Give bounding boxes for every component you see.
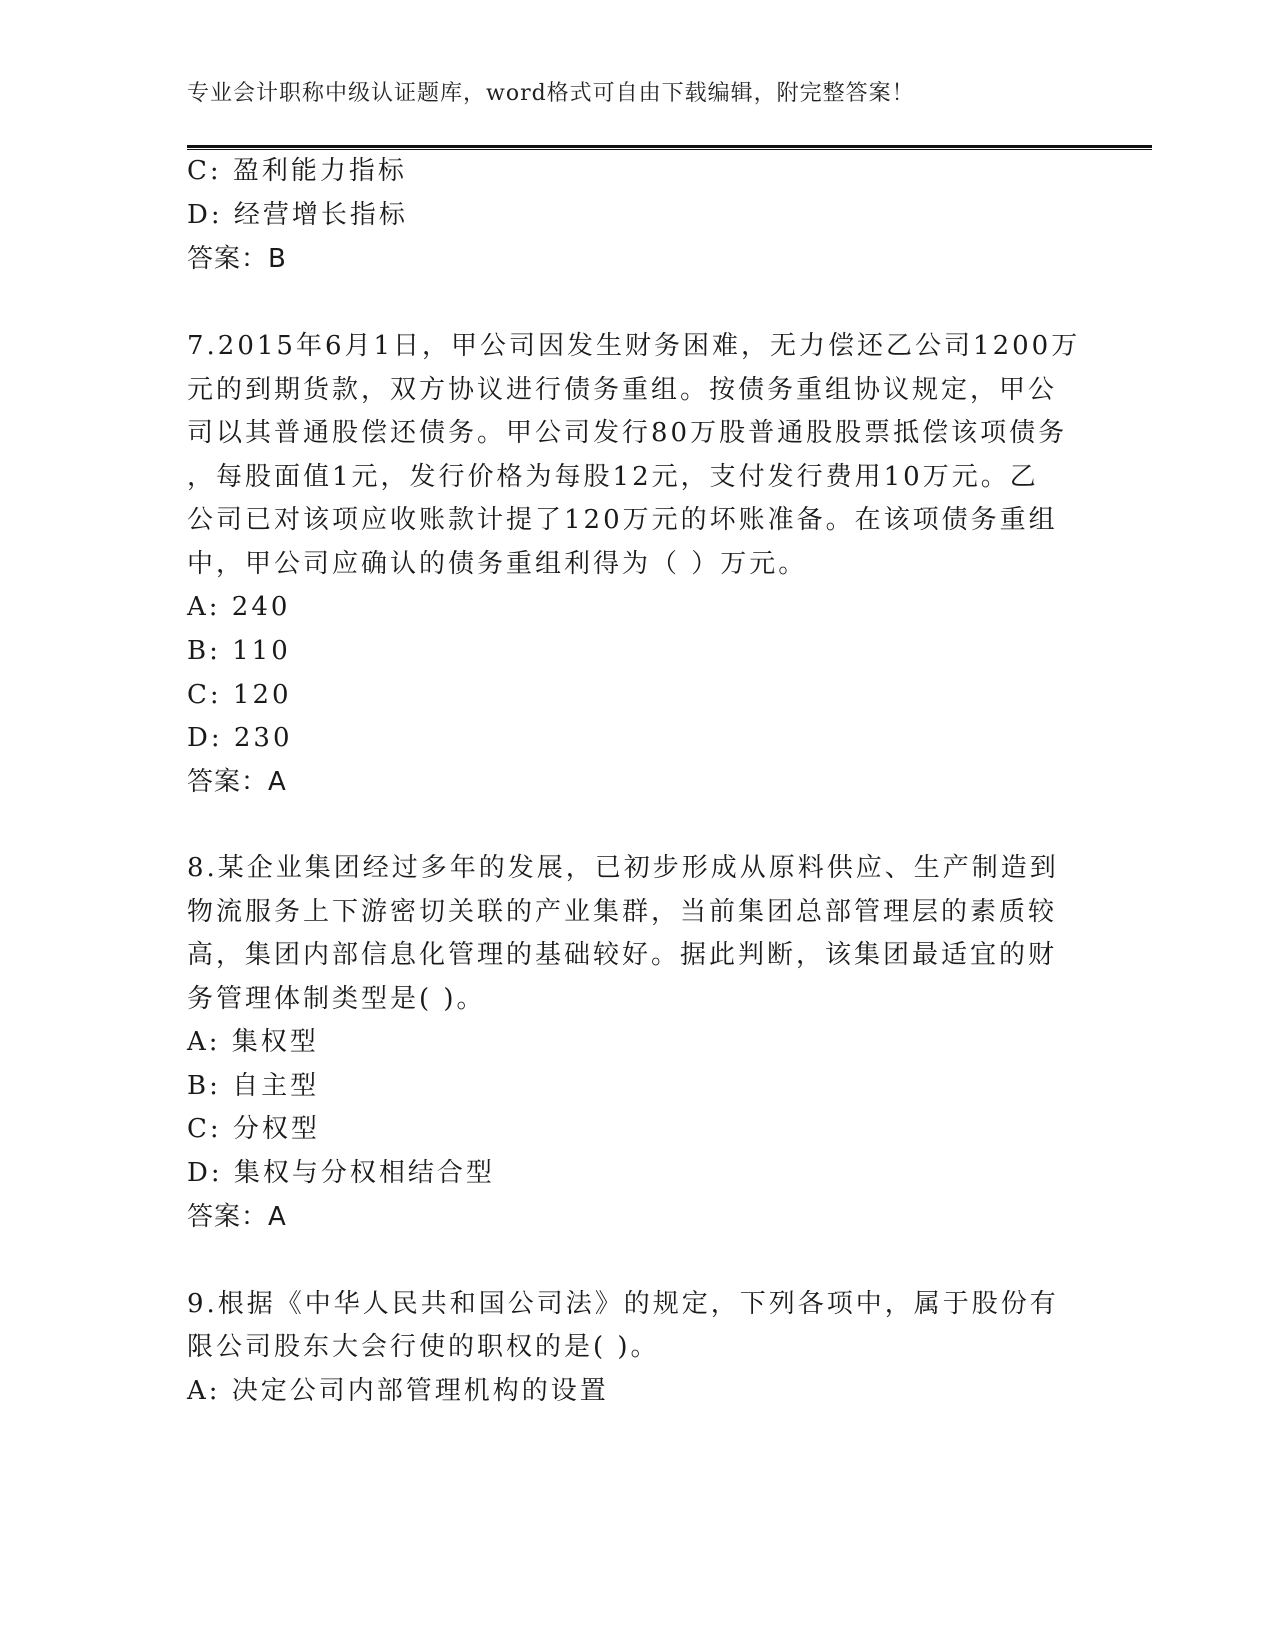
q7-stem-line: 7.2015年6月1日，甲公司因发生财务困难，无力偿还乙公司1200万 [187,331,1081,361]
q7-option-c: C: 120 [187,680,292,710]
q7-stem-line: ，每股面值1元，发行价格为每股12元，支付发行费用10万元。乙 [187,462,1039,492]
q9-stem-line: 9.根据《中华人民共和国公司法》的规定，下列各项中，属于股份有 [187,1289,1059,1319]
q8-option-c: C: 分权型 [187,1114,320,1144]
q8-stem-line: 务管理体制类型是( )。 [187,984,486,1014]
q7-option-d: D: 230 [187,723,293,753]
q7-stem-line: 元的到期货款，双方协议进行债务重组。按债务重组协议规定，甲公 [187,375,1058,405]
q9-option-a: A: 决定公司内部管理机构的设置 [187,1376,609,1406]
q7-stem-line: 中，甲公司应确认的债务重组利得为（ ）万元。 [187,549,808,579]
q8-option-d: D: 集权与分权相结合型 [187,1158,495,1188]
q7-option-a: A: 240 [187,592,291,622]
q7-stem-line: 司以其普通股偿还债务。甲公司发行80万股普通股股票抵偿该项债务 [187,418,1068,448]
q8-option-a: A: 集权型 [187,1027,319,1057]
q6-answer: 答案：B [187,244,287,274]
q8-option-b: B: 自主型 [187,1071,320,1101]
header-divider [187,145,1152,150]
q6-option-d: D: 经营增长指标 [187,200,408,230]
q6-option-c: C: 盈利能力指标 [187,156,407,186]
q7-stem-line: 公司已对该项应收账款计提了120万元的坏账准备。在该项债务重组 [187,505,1058,535]
q7-option-b: B: 110 [187,636,291,666]
q9-stem-line: 限公司股东大会行使的职权的是( )。 [187,1332,660,1362]
q8-stem-line: 高，集团内部信息化管理的基础较好。据此判断，该集团最适宜的财 [187,940,1058,970]
q8-stem-line: 8.某企业集团经过多年的发展，已初步形成从原料供应、生产制造到 [187,853,1059,883]
q8-stem-line: 物流服务上下游密切关联的产业集群，当前集团总部管理层的素质较 [187,897,1058,927]
q8-answer: 答案：A [187,1202,287,1232]
q7-answer: 答案：A [187,767,287,797]
page-header: 专业会计职称中级认证题库，word格式可自由下载编辑，附完整答案！ [187,81,915,106]
